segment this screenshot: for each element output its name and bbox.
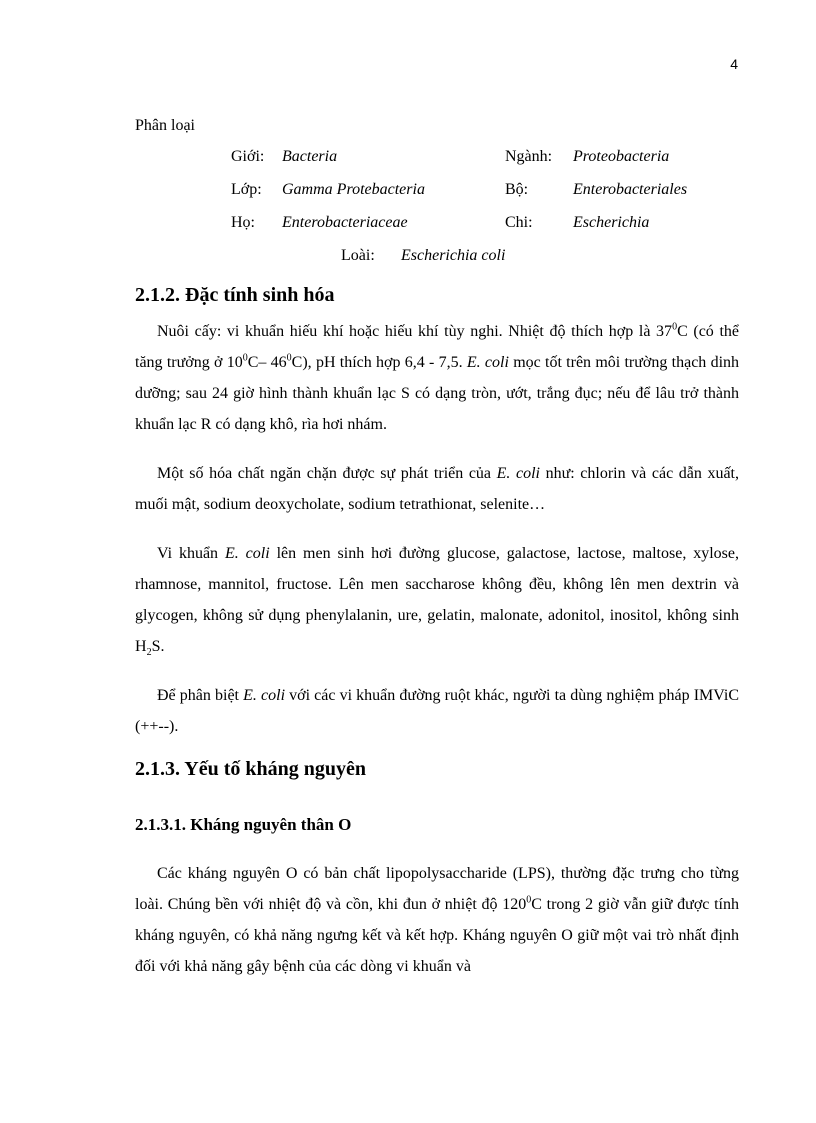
paragraph-o-antigen bbox=[135, 858, 739, 982]
page-number: 4 bbox=[730, 56, 738, 72]
class-value-phylum: Proteobacteria bbox=[573, 148, 670, 165]
species-italic: E. coli bbox=[496, 465, 540, 482]
class-label-family: Họ: bbox=[231, 214, 255, 231]
class-value-order: Enterobacteriales bbox=[573, 181, 688, 198]
class-value-species: Escherichia coli bbox=[401, 247, 506, 264]
text-run: S. bbox=[151, 638, 165, 655]
species-italic: E. coli bbox=[224, 545, 270, 562]
class-label-order: Bộ: bbox=[505, 181, 529, 198]
text-run: Một số hóa chất ngăn chặn được sự phát triển của bbox=[157, 465, 497, 482]
class-value-genus: Escherichia bbox=[573, 214, 650, 231]
class-value-kingdom: Bacteria bbox=[282, 148, 338, 165]
text-run: Vi khuẩn bbox=[157, 545, 225, 562]
subsection-heading-2-1-3-1: 2.1.3.1. Kháng nguyên thân O bbox=[135, 815, 352, 834]
class-label-phylum: Ngành: bbox=[505, 148, 553, 165]
subscript: 2 bbox=[146, 647, 152, 659]
text-run: Để phân biệt bbox=[157, 687, 244, 704]
superscript: 0 bbox=[672, 321, 678, 333]
class-label-genus: Chi: bbox=[505, 214, 533, 231]
text-run: Các kháng nguyên O có bản chất lipopolysaccharide (LPS), thường đặc trưng cho từng loài. Chúng bền với nhiệt độ và cồn, khi đun ở nhiệt độ 120 bbox=[135, 865, 739, 913]
class-label-kingdom: Giới: bbox=[231, 148, 265, 165]
class-label-species: Loài: bbox=[341, 247, 375, 264]
section-heading-2-1-2: 2.1.2. Đặc tính sinh hóa bbox=[135, 284, 335, 306]
classification-heading: Phân loại bbox=[135, 117, 195, 134]
paragraph-culture bbox=[135, 316, 739, 440]
species-italic: E. coli bbox=[243, 687, 286, 704]
text-run: lên men sinh hơi đường glucose, galactose, lactose, maltose, xylose, rhamnose, mannitol, fructose. Lên men saccharose không đều, không lên men dextrin và glycogen, không sử dụng phenylalanin, ure, gelatin, malonate, adonitol, inositol, không sinh H bbox=[135, 545, 740, 655]
class-label-class: Lớp: bbox=[231, 181, 262, 198]
text-run: C), pH thích hợp 6,4 - 7,5. bbox=[291, 354, 467, 371]
paragraph-inhibitors bbox=[135, 458, 739, 520]
paragraph-imvic bbox=[135, 680, 739, 742]
superscript: 0 bbox=[242, 352, 248, 364]
text-run: C– 46 bbox=[247, 354, 287, 371]
text-run: Nuôi cấy: vi khuẩn hiếu khí hoặc hiếu khí tùy nghi. Nhiệt độ thích hợp là 37 bbox=[157, 323, 673, 340]
text-run: C trong 2 giờ vẫn giữ được tính kháng nguyên, có khả năng ngưng kết và kết hợp. Kháng nguyên O giữ một vai trò nhất định đối với khả năng gây bệnh của các dòng vi khuẩn và bbox=[135, 896, 739, 975]
species-italic: E. coli bbox=[466, 354, 509, 371]
text-run: C (có thể tăng trưởng ở 10 bbox=[135, 323, 739, 371]
text-run: như: chlorin và các dẫn xuất, muối mật, sodium deoxycholate, sodium tetrathionat, selenite… bbox=[135, 465, 740, 513]
class-value-class: Gamma Protebacteria bbox=[282, 181, 425, 198]
superscript: 0 bbox=[286, 352, 292, 364]
section-heading-2-1-3: 2.1.3. Yếu tố kháng nguyên bbox=[135, 758, 366, 780]
text-run: mọc tốt trên môi trường thạch dinh dưỡng; sau 24 giờ hình thành khuẩn lạc S có dạng tròn, ướt, trắng đục; nếu để lâu trở thành khuẩn lạc R có dạng khô, rìa hơi nhám. bbox=[135, 354, 740, 433]
superscript: 0 bbox=[526, 894, 532, 906]
paragraph-fermentation bbox=[135, 538, 739, 662]
text-run: với các vi khuẩn đường ruột khác, người ta dùng nghiệm pháp IMViC (++--). bbox=[135, 687, 739, 735]
class-value-family: Enterobacteriaceae bbox=[282, 214, 408, 231]
